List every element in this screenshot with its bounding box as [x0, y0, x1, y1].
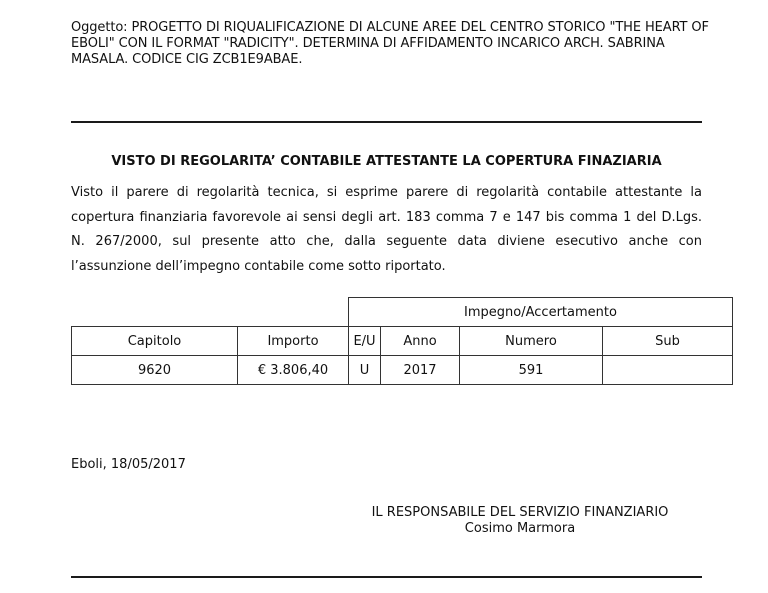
table-row	[72, 356, 733, 385]
table-cell-numero: 591	[460, 356, 603, 385]
signatory-name: Cosimo Marmora	[464, 521, 576, 536]
bottom-divider	[71, 576, 702, 578]
table-group-header-row	[72, 298, 733, 327]
place-date: Eboli, 18/05/2017	[71, 457, 186, 472]
section-heading: VISTO DI REGOLARITA’ CONTABILE ATTESTANTE LA COPERTURA FINAZIARIA	[111, 154, 662, 169]
table-group-header: Impegno/Accertamento	[349, 298, 733, 327]
table-cell-importo: € 3.806,40	[238, 356, 349, 385]
signatory-role: IL RESPONSABILE DEL SERVIZIO FINANZIARIO	[371, 505, 669, 520]
accounting-table	[71, 297, 733, 385]
table-cell-anno: 2017	[381, 356, 460, 385]
table-blank-cell	[72, 298, 349, 327]
table-cell-sub	[603, 356, 733, 385]
table-header-anno: Anno	[381, 327, 460, 356]
table-cell-capitolo: 9620	[72, 356, 238, 385]
table-header-importo: Importo	[238, 327, 349, 356]
table-header-capitolo: Capitolo	[72, 327, 238, 356]
body-paragraph: Visto il parere di regolarità tecnica, si esprime parere di regolarità contabile attestante la copertura finanziaria favorevole ai sensi degli art. 183 comma 7 e 147 bis comma 1 del D.Lgs. N. 267/2000, sul presente atto che, dalla seguente data diviene esecutivo anche con l’assunzione dell’impegno contabile come sotto riportato.	[71, 185, 702, 274]
top-divider	[71, 121, 702, 123]
table-header-numero: Numero	[460, 327, 603, 356]
signature-block	[320, 505, 720, 537]
table-header-row	[72, 327, 733, 356]
table-cell-eu: U	[349, 356, 381, 385]
table-header-eu: E/U	[349, 327, 381, 356]
table-header-sub: Sub	[603, 327, 733, 356]
subject-line: Oggetto: PROGETTO DI RIQUALIFICAZIONE DI ALCUNE AREE DEL CENTRO STORICO "THE HEART OF EBOLI" CON IL FORMAT "RADICITY". DETERMINA DI AFFIDAMENTO INCARICO ARCH. SABRINA MASALA. CODICE CIG ZCB1E9ABAE.	[71, 20, 709, 67]
